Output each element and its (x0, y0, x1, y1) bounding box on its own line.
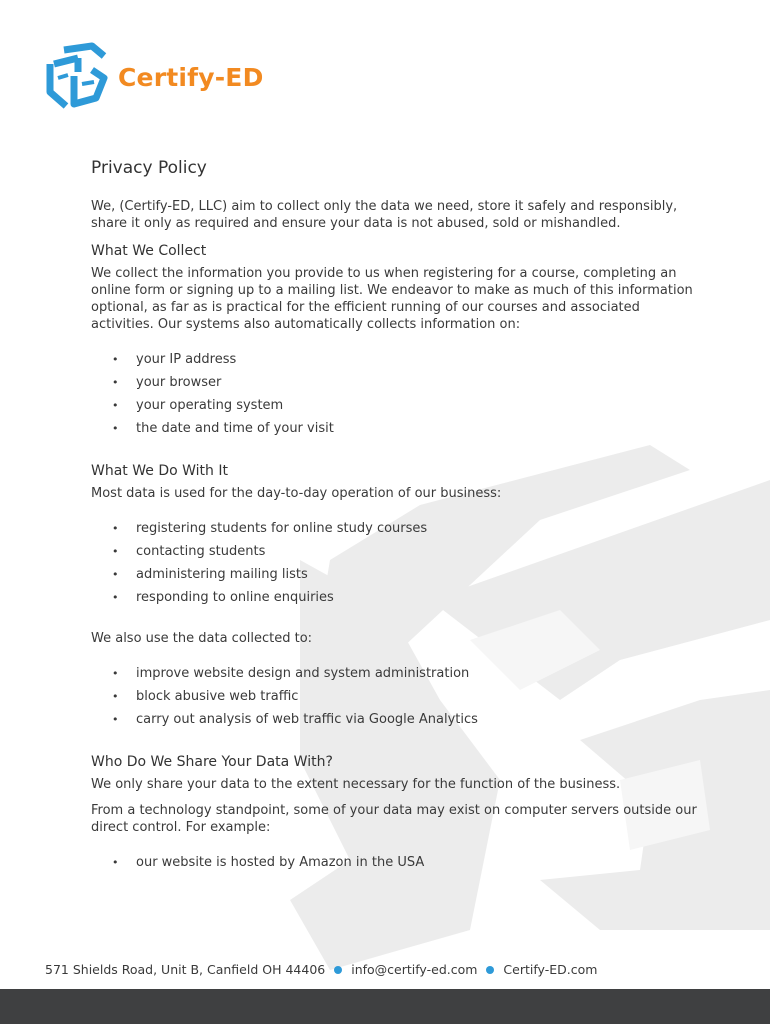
intro-paragraph: We, (Certify-ED, LLC) aim to collect only the data we need, store it safely and responsibly, share it only as required and ensure your data is not abused, sold or mishandled. (91, 199, 678, 231)
share-paragraph-2: From a technology standpoint, some of your data may exist on computer servers outside our direct control. For example: (91, 803, 697, 835)
use-paragraph: Most data is used for the day-to-day operation of our business: (91, 486, 502, 501)
list-item: • improve website design and system administration (91, 665, 701, 682)
collect-list (91, 351, 701, 437)
list-item: • block abusive web traffic (91, 688, 701, 705)
policy-content (91, 156, 701, 877)
page-title: Privacy Policy (91, 158, 207, 178)
section-heading-collect: What We Collect (91, 243, 207, 259)
certify-ed-logo-icon (44, 42, 108, 112)
footer-email[interactable]: info@certify-ed.com (351, 962, 478, 977)
list-item: • administering mailing lists (91, 566, 701, 583)
brand-name: Certify-ED (118, 62, 264, 92)
section-heading-use: What We Do With It (91, 463, 228, 479)
brand-logo (44, 42, 264, 112)
share-paragraph: We only share your data to the extent necessary for the function of the business. (91, 777, 621, 792)
use-list (91, 520, 701, 606)
footer-bar (0, 989, 770, 1024)
section-heading-share: Who Do We Share Your Data With? (91, 754, 333, 770)
list-item: • responding to online enquiries (91, 589, 701, 606)
footer-address: 571 Shields Road, Unit B, Canfield OH 44406 (45, 962, 326, 977)
use-paragraph-2: We also use the data collected to: (91, 631, 313, 646)
list-item: • carry out analysis of web traffic via Google Analytics (91, 711, 701, 728)
use-list-2 (91, 665, 701, 728)
list-item: • contacting students (91, 543, 701, 560)
list-item: • registering students for online study courses (91, 520, 701, 537)
share-list (91, 854, 701, 871)
collect-paragraph: We collect the information you provide to us when registering for a course, completing an online form or signing up to a mailing list. We endeavor to make as much of this information optional, as far as is practical for the efficient running of our courses and associated activities. Our systems also automatically collects information on: (91, 266, 693, 332)
list-item: • our website is hosted by Amazon in the USA (91, 854, 701, 871)
footer (45, 962, 597, 977)
list-item: • your browser (91, 374, 701, 391)
footer-website[interactable]: Certify-ED.com (503, 962, 598, 977)
list-item: • your IP address (91, 351, 701, 368)
list-item: • the date and time of your visit (91, 420, 701, 437)
separator-dot-icon (334, 966, 342, 974)
separator-dot-icon (486, 966, 494, 974)
list-item: • your operating system (91, 397, 701, 414)
